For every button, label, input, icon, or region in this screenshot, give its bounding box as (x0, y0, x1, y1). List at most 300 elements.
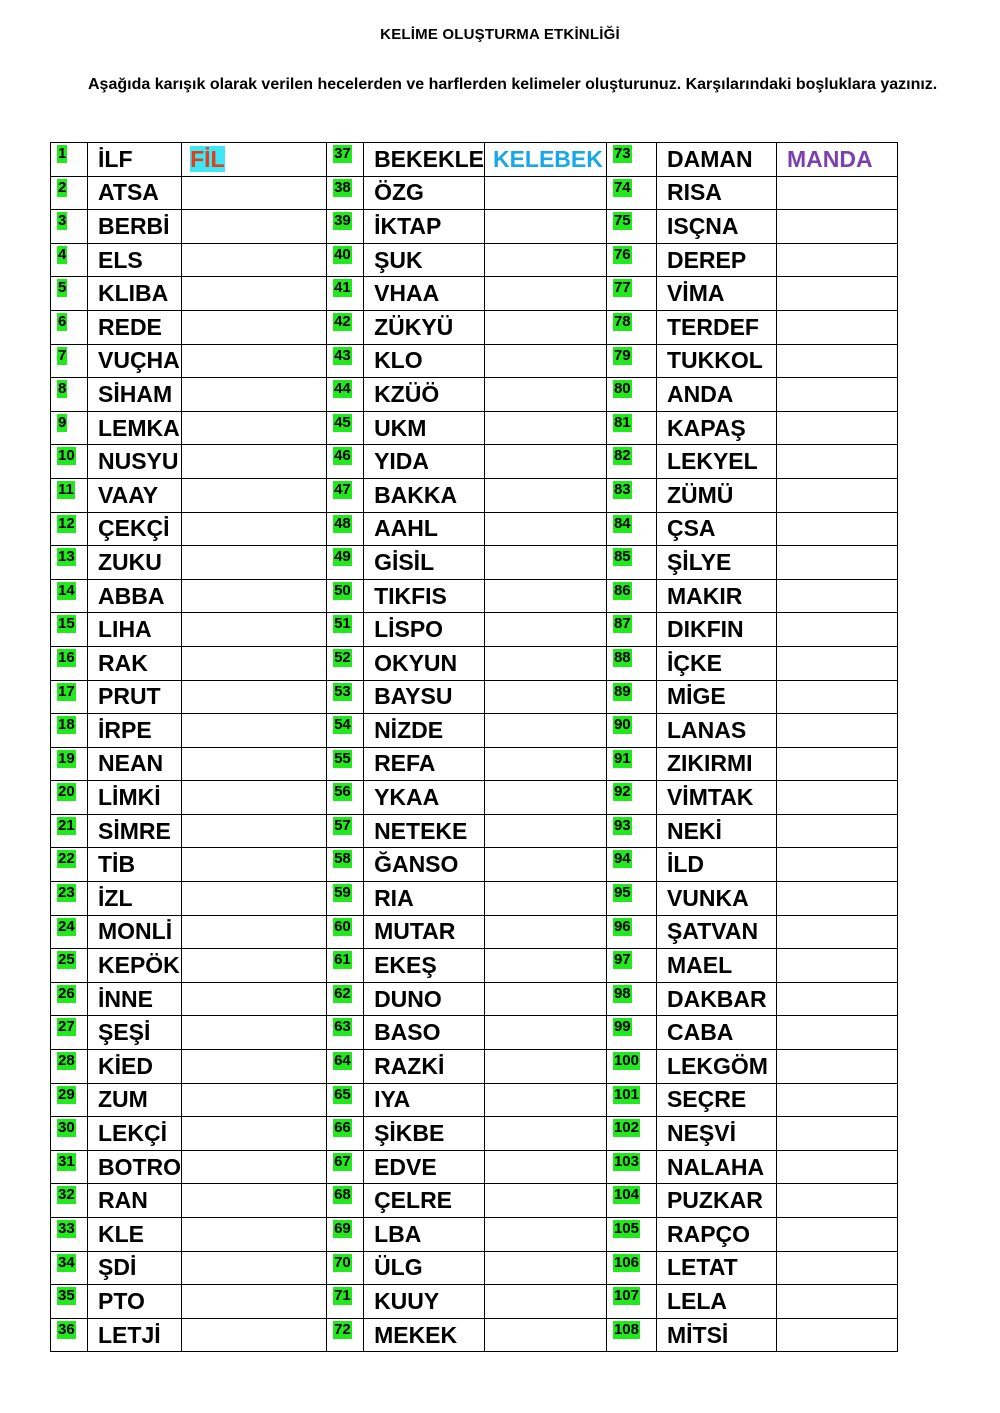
answer-cell[interactable] (776, 646, 897, 680)
answer-cell[interactable] (484, 1251, 606, 1285)
table-row (51, 1117, 898, 1151)
number-cell (327, 1251, 364, 1285)
answer-text: KELEBEK (492, 145, 603, 172)
number-cell (51, 714, 88, 748)
number-badge: 86 (613, 581, 631, 599)
number-cell (51, 882, 88, 916)
page-title: KELİME OLUŞTURMA ETKİNLİĞİ (380, 26, 620, 43)
number-cell (327, 714, 364, 748)
number-badge: 108 (613, 1320, 639, 1338)
answer-cell[interactable] (484, 1218, 606, 1252)
number-cell (327, 646, 364, 680)
scrambled-word: ŞDİ (88, 1251, 182, 1285)
answer-cell[interactable] (182, 310, 327, 344)
answer-cell[interactable] (182, 781, 327, 815)
number-badge: 13 (58, 548, 75, 566)
scrambled-word: TİB (88, 848, 182, 882)
number-cell (51, 814, 88, 848)
number-badge: 92 (613, 783, 631, 801)
scrambled-word: İÇKE (656, 646, 776, 680)
scrambled-word: ZUKU (88, 546, 182, 580)
table-row (51, 1218, 898, 1252)
answer-cell[interactable] (484, 781, 606, 815)
number-cell (51, 1016, 88, 1050)
answer-cell[interactable] (182, 210, 327, 244)
scrambled-word: NİZDE (364, 714, 485, 748)
scrambled-word: DAMAN (656, 143, 776, 177)
answer-cell[interactable] (182, 478, 327, 512)
answer-cell[interactable] (484, 143, 606, 177)
answer-cell[interactable] (776, 680, 897, 714)
answer-cell[interactable] (776, 915, 897, 949)
number-cell (51, 680, 88, 714)
answer-cell[interactable] (776, 1016, 897, 1050)
number-badge: 58 (334, 850, 351, 868)
answer-cell[interactable] (776, 1150, 897, 1184)
number-cell (606, 478, 656, 512)
answer-cell[interactable] (182, 1218, 327, 1252)
answer-cell[interactable] (484, 378, 606, 412)
answer-cell[interactable] (484, 982, 606, 1016)
scrambled-word: NALAHA (656, 1150, 776, 1184)
number-badge: 89 (613, 682, 631, 700)
number-badge: 38 (334, 178, 351, 196)
number-badge: 45 (334, 413, 351, 431)
table-row (51, 378, 898, 412)
number-cell (51, 277, 88, 311)
number-badge: 55 (334, 749, 351, 767)
number-badge: 44 (334, 380, 351, 398)
answer-cell[interactable] (484, 243, 606, 277)
scrambled-word: BAKKA (364, 478, 485, 512)
answer-cell[interactable] (484, 882, 606, 916)
table-row (51, 1285, 898, 1319)
scrambled-word: KLE (88, 1218, 182, 1252)
table-row (51, 1318, 898, 1352)
answer-cell[interactable] (484, 1117, 606, 1151)
answer-cell[interactable] (182, 949, 327, 983)
number-badge: 48 (334, 514, 351, 532)
answer-cell[interactable] (484, 680, 606, 714)
number-badge: 81 (613, 413, 631, 431)
answer-cell[interactable] (776, 277, 897, 311)
scrambled-word: İNNE (88, 982, 182, 1016)
scrambled-word: TUKKOL (656, 344, 776, 378)
answer-cell[interactable] (182, 143, 327, 177)
answer-cell[interactable] (484, 411, 606, 445)
answer-cell[interactable] (182, 1184, 327, 1218)
number-badge: 11 (58, 480, 74, 498)
answer-cell[interactable] (182, 1150, 327, 1184)
answer-cell[interactable] (776, 210, 897, 244)
number-badge: 94 (613, 850, 631, 868)
scrambled-word: KEPÖK (88, 949, 182, 983)
answer-cell[interactable] (776, 478, 897, 512)
answer-text: FİL (190, 145, 225, 172)
answer-cell[interactable] (484, 176, 606, 210)
number-cell (327, 411, 364, 445)
scrambled-word: YKAA (364, 781, 485, 815)
answer-cell[interactable] (182, 882, 327, 916)
answer-cell[interactable] (182, 579, 327, 613)
table-row (51, 210, 898, 244)
number-badge: 21 (58, 816, 75, 834)
answer-cell[interactable] (182, 747, 327, 781)
answer-cell[interactable] (776, 344, 897, 378)
scrambled-word: LEKGÖM (656, 1050, 776, 1084)
number-cell (606, 310, 656, 344)
number-cell (606, 949, 656, 983)
number-badge: 27 (58, 1018, 75, 1036)
answer-cell[interactable] (182, 344, 327, 378)
scrambled-word: MİTSİ (656, 1318, 776, 1352)
answer-cell[interactable] (182, 243, 327, 277)
answer-cell[interactable] (182, 814, 327, 848)
answer-cell[interactable] (484, 310, 606, 344)
answer-cell[interactable] (484, 1184, 606, 1218)
number-badge: 20 (58, 783, 75, 801)
number-badge: 64 (334, 1052, 351, 1070)
answer-cell[interactable] (776, 579, 897, 613)
answer-cell[interactable] (484, 277, 606, 311)
answer-cell[interactable] (182, 646, 327, 680)
scrambled-word: ÜLG (364, 1251, 485, 1285)
number-badge: 47 (334, 480, 351, 498)
scrambled-word: LİSPO (364, 613, 485, 647)
answer-cell[interactable] (182, 176, 327, 210)
table-row (51, 243, 898, 277)
answer-cell[interactable] (776, 411, 897, 445)
number-badge: 34 (58, 1253, 75, 1271)
scrambled-word: İRPE (88, 714, 182, 748)
answer-cell[interactable] (484, 1318, 606, 1352)
scrambled-word: VHAA (364, 277, 485, 311)
scrambled-word: LBA (364, 1218, 485, 1252)
answer-cell[interactable] (182, 1050, 327, 1084)
answer-cell[interactable] (776, 512, 897, 546)
scrambled-word: ŞUK (364, 243, 485, 277)
answer-cell[interactable] (484, 714, 606, 748)
scrambled-word: ZÜMÜ (656, 478, 776, 512)
scrambled-word: KİED (88, 1050, 182, 1084)
scrambled-word: AAHL (364, 512, 485, 546)
scrambled-word: NETEKE (364, 814, 485, 848)
table-row (51, 1083, 898, 1117)
number-badge: 96 (613, 917, 631, 935)
answer-cell[interactable] (776, 1218, 897, 1252)
number-badge: 52 (334, 648, 351, 666)
answer-cell[interactable] (182, 1318, 327, 1352)
table-row (51, 445, 898, 479)
number-cell (51, 848, 88, 882)
number-cell (327, 915, 364, 949)
scrambled-word: LEKYEL (656, 445, 776, 479)
number-cell (51, 1117, 88, 1151)
answer-cell[interactable] (182, 277, 327, 311)
answer-cell[interactable] (484, 1150, 606, 1184)
answer-cell[interactable] (776, 848, 897, 882)
answer-cell[interactable] (776, 378, 897, 412)
number-badge: 80 (613, 380, 631, 398)
scrambled-word: OKYUN (364, 646, 485, 680)
number-badge: 60 (334, 917, 351, 935)
table-row (51, 949, 898, 983)
scrambled-word: BAYSU (364, 680, 485, 714)
answer-cell[interactable] (776, 613, 897, 647)
number-badge: 53 (334, 682, 351, 700)
scrambled-word: MEKEK (364, 1318, 485, 1352)
table-row (51, 176, 898, 210)
answer-cell[interactable] (484, 1083, 606, 1117)
answer-cell[interactable] (182, 680, 327, 714)
answer-cell[interactable] (182, 512, 327, 546)
answer-cell[interactable] (182, 445, 327, 479)
number-cell (327, 1150, 364, 1184)
number-badge: 39 (334, 212, 351, 230)
number-cell (51, 546, 88, 580)
scrambled-word: KUUY (364, 1285, 485, 1319)
answer-cell[interactable] (776, 143, 897, 177)
answer-cell[interactable] (776, 714, 897, 748)
number-badge: 59 (334, 884, 351, 902)
answer-cell[interactable] (484, 445, 606, 479)
number-cell (327, 1184, 364, 1218)
number-cell (606, 1117, 656, 1151)
answer-cell[interactable] (776, 1117, 897, 1151)
number-badge: 50 (334, 581, 351, 599)
answer-cell[interactable] (182, 714, 327, 748)
number-cell (606, 143, 656, 177)
answer-cell[interactable] (484, 1285, 606, 1319)
number-badge: 10 (58, 447, 75, 465)
number-cell (327, 613, 364, 647)
number-badge: 69 (334, 1220, 351, 1237)
scrambled-word: MONLİ (88, 915, 182, 949)
scrambled-word: RAN (88, 1184, 182, 1218)
answer-cell[interactable] (776, 1318, 897, 1352)
answer-cell[interactable] (182, 915, 327, 949)
answer-cell[interactable] (776, 982, 897, 1016)
number-badge: 33 (58, 1220, 75, 1237)
answer-cell[interactable] (484, 814, 606, 848)
number-cell (327, 378, 364, 412)
scrambled-word: BERBİ (88, 210, 182, 244)
number-cell (606, 646, 656, 680)
answer-cell[interactable] (182, 546, 327, 580)
scrambled-word: GİSİL (364, 546, 485, 580)
number-cell (327, 982, 364, 1016)
answer-cell[interactable] (776, 1285, 897, 1319)
number-cell (606, 411, 656, 445)
table-row (51, 714, 898, 748)
number-badge: 25 (58, 951, 75, 969)
number-cell (51, 243, 88, 277)
number-badge: 14 (58, 581, 75, 599)
number-badge: 84 (613, 514, 631, 532)
number-cell (327, 949, 364, 983)
number-badge: 2 (58, 178, 67, 196)
number-cell (51, 512, 88, 546)
number-cell (327, 680, 364, 714)
number-cell (606, 1184, 656, 1218)
table-row (51, 1251, 898, 1285)
number-cell (51, 1083, 88, 1117)
number-badge: 106 (613, 1253, 639, 1271)
answer-cell[interactable] (484, 512, 606, 546)
number-cell (327, 1318, 364, 1352)
number-cell (606, 747, 656, 781)
answer-cell[interactable] (182, 1083, 327, 1117)
answer-cell[interactable] (484, 848, 606, 882)
answer-cell[interactable] (776, 1050, 897, 1084)
answer-cell[interactable] (776, 882, 897, 916)
answer-cell[interactable] (776, 814, 897, 848)
scrambled-word: VUNKA (656, 882, 776, 916)
number-badge: 100 (613, 1052, 639, 1070)
scrambled-word: ZÜKYÜ (364, 310, 485, 344)
number-badge: 72 (334, 1320, 351, 1338)
scrambled-word: ÇSA (656, 512, 776, 546)
number-cell (327, 1050, 364, 1084)
number-cell (606, 243, 656, 277)
number-cell (327, 546, 364, 580)
number-badge: 83 (613, 480, 631, 498)
scrambled-word: SİMRE (88, 814, 182, 848)
scrambled-word: İZL (88, 882, 182, 916)
answer-cell[interactable] (182, 1117, 327, 1151)
number-badge: 82 (613, 447, 631, 465)
number-badge: 61 (334, 951, 351, 969)
answer-cell[interactable] (484, 915, 606, 949)
number-cell (606, 512, 656, 546)
number-cell (51, 411, 88, 445)
number-badge: 88 (613, 648, 631, 666)
answer-cell[interactable] (776, 1184, 897, 1218)
answer-cell[interactable] (182, 1251, 327, 1285)
scrambled-word: KLIBA (88, 277, 182, 311)
number-cell (327, 143, 364, 177)
scrambled-word: ÇELRE (364, 1184, 485, 1218)
answer-cell[interactable] (776, 546, 897, 580)
number-badge: 75 (613, 212, 631, 230)
number-cell (606, 882, 656, 916)
table-row (51, 1184, 898, 1218)
scrambled-word: RAK (88, 646, 182, 680)
answer-cell[interactable] (776, 747, 897, 781)
answer-cell[interactable] (484, 1016, 606, 1050)
number-badge: 40 (334, 245, 351, 263)
answer-cell[interactable] (182, 1285, 327, 1319)
answer-cell[interactable] (182, 982, 327, 1016)
number-badge: 90 (613, 716, 631, 734)
number-cell (606, 176, 656, 210)
answer-cell[interactable] (484, 949, 606, 983)
scrambled-word: YIDA (364, 445, 485, 479)
table-row (51, 680, 898, 714)
scrambled-word: DEREP (656, 243, 776, 277)
number-badge: 37 (334, 145, 351, 162)
number-cell (606, 1150, 656, 1184)
scrambled-word: VİMA (656, 277, 776, 311)
answer-cell[interactable] (776, 243, 897, 277)
scrambled-word: LEMKA (88, 411, 182, 445)
table-row (51, 814, 898, 848)
scrambled-word: KLO (364, 344, 485, 378)
answer-cell[interactable] (484, 579, 606, 613)
answer-cell[interactable] (182, 411, 327, 445)
number-badge: 28 (58, 1052, 75, 1070)
number-badge: 73 (613, 145, 631, 162)
answer-cell[interactable] (182, 378, 327, 412)
number-badge: 32 (58, 1186, 75, 1204)
answer-cell[interactable] (182, 1016, 327, 1050)
answer-cell[interactable] (484, 1050, 606, 1084)
number-badge: 24 (58, 917, 75, 935)
number-badge: 74 (613, 178, 631, 196)
answer-cell[interactable] (484, 210, 606, 244)
answer-cell[interactable] (484, 478, 606, 512)
answer-cell[interactable] (776, 310, 897, 344)
scrambled-word: PTO (88, 1285, 182, 1319)
answer-cell[interactable] (776, 949, 897, 983)
scrambled-word: VAAY (88, 478, 182, 512)
number-badge: 8 (58, 380, 67, 398)
answer-cell[interactable] (776, 176, 897, 210)
answer-cell[interactable] (182, 848, 327, 882)
scrambled-word: EDVE (364, 1150, 485, 1184)
number-badge: 31 (58, 1152, 75, 1170)
table-row (51, 646, 898, 680)
scrambled-word: İLF (88, 143, 182, 177)
number-badge: 107 (613, 1287, 639, 1305)
scrambled-word: NEŞVİ (656, 1117, 776, 1151)
answer-cell[interactable] (484, 747, 606, 781)
scrambled-word: TERDEF (656, 310, 776, 344)
number-badge: 57 (334, 816, 351, 834)
answer-cell[interactable] (776, 1083, 897, 1117)
answer-cell[interactable] (484, 646, 606, 680)
answer-cell[interactable] (484, 613, 606, 647)
answer-cell[interactable] (776, 781, 897, 815)
scrambled-word: VİMTAK (656, 781, 776, 815)
scrambled-word: RISA (656, 176, 776, 210)
answer-cell[interactable] (484, 344, 606, 378)
scrambled-word: REFA (364, 747, 485, 781)
answer-cell[interactable] (776, 1251, 897, 1285)
scrambled-word: LETAT (656, 1251, 776, 1285)
answer-cell[interactable] (776, 445, 897, 479)
scrambled-word: LANAS (656, 714, 776, 748)
number-cell (327, 445, 364, 479)
scrambled-word: NEKİ (656, 814, 776, 848)
number-cell (327, 277, 364, 311)
number-cell (51, 310, 88, 344)
table-row (51, 915, 898, 949)
number-badge: 5 (58, 279, 67, 297)
scrambled-word: ŞATVAN (656, 915, 776, 949)
number-badge: 78 (613, 312, 631, 330)
number-cell (327, 747, 364, 781)
number-badge: 70 (334, 1253, 351, 1271)
answer-cell[interactable] (484, 546, 606, 580)
number-cell (327, 1016, 364, 1050)
number-cell (51, 1184, 88, 1218)
answer-cell[interactable] (182, 613, 327, 647)
number-cell (327, 478, 364, 512)
scrambled-word: TIKFIS (364, 579, 485, 613)
scrambled-word: ŞİKBE (364, 1117, 485, 1151)
number-badge: 22 (58, 850, 75, 868)
